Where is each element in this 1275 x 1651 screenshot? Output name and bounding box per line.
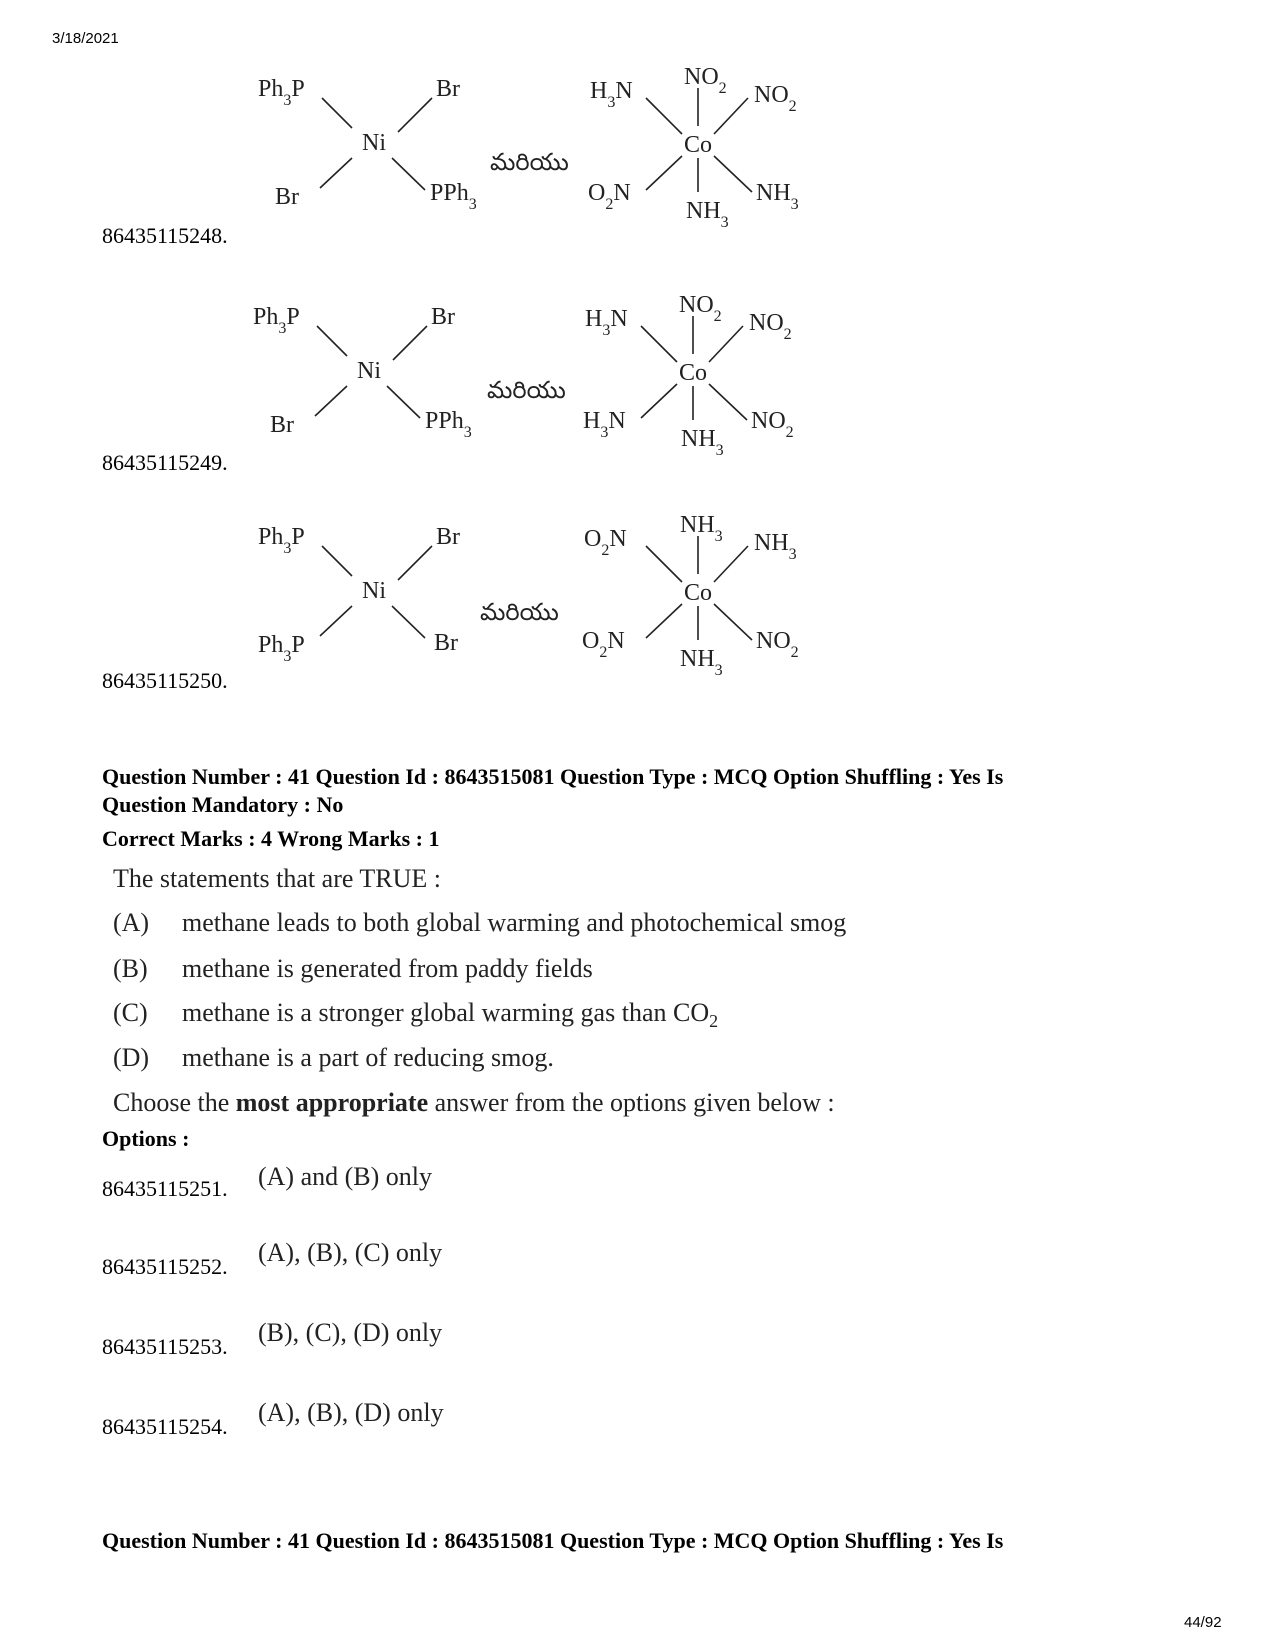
ligand-tl: $Ph_3P$ — [258, 524, 305, 557]
co-bottom: $NH_3$ — [681, 426, 724, 459]
subscript: 2 — [709, 1011, 719, 1032]
co-ll: $H_3N$ — [583, 408, 626, 441]
ligand-tr: Br — [436, 76, 460, 102]
ligand-bl: Br — [270, 412, 294, 438]
choose-post: answer from the options given below : — [428, 1088, 835, 1117]
ligand-tl: $Ph_3P$ — [253, 304, 300, 337]
ligand-tr: Br — [431, 304, 455, 330]
co-lr: $NO_2$ — [756, 628, 799, 661]
choose-instruction — [113, 1088, 835, 1118]
ligand-br: PPh$_3$ — [430, 180, 477, 213]
prev-option-3 — [0, 0, 1275, 700]
option-id: 86435115248. — [102, 223, 228, 248]
ligand-tl: $Ph_3P$ — [258, 76, 305, 109]
conjunction: మరియు — [490, 150, 569, 176]
co-ur: $NO_2$ — [754, 82, 797, 115]
next-question-meta: Question Number : 41 Question Id : 8643515081 Question Type : MCQ Option Shuffling : Yes Is — [102, 1528, 1004, 1553]
ni-center: Ni — [362, 130, 386, 156]
ligand-bl: $Ph_3P$ — [258, 632, 305, 665]
option-id: 86435115249. — [102, 450, 228, 475]
statement-text-wrap — [182, 998, 718, 1032]
question-mandatory: Question Mandatory : No — [102, 792, 344, 817]
conjunction: మరియు — [487, 378, 566, 404]
co-complex — [582, 512, 799, 679]
ligand-br: PPh$_3$ — [425, 408, 472, 441]
statement-text: methane is a part of reducing smog. — [182, 1043, 554, 1072]
ni-center: Ni — [357, 358, 381, 384]
print-date: 3/18/2021 — [52, 30, 119, 47]
option-id: 86435115250. — [102, 668, 228, 693]
co-ul: $H_3N$ — [585, 306, 628, 339]
question-marks: Correct Marks : 4 Wrong Marks : 1 — [102, 826, 440, 851]
choose-pre: Choose the — [113, 1088, 236, 1117]
page-number: 44/92 — [1184, 1614, 1222, 1631]
conjunction: మరియు — [480, 600, 559, 626]
option-id: 86435115253. — [102, 1334, 228, 1359]
option-text: (A), (B), (C) only — [258, 1238, 443, 1267]
statement-label: (D) — [113, 1043, 150, 1072]
options-label: Options : — [102, 1126, 190, 1151]
option-text: (A) and (B) only — [258, 1162, 433, 1191]
ligand-bl: Br — [275, 184, 299, 210]
option-id: 86435115251. — [102, 1176, 228, 1201]
co-ll: $O_2N$ — [582, 628, 625, 661]
statement-text: methane is a stronger global warming gas than CO — [182, 998, 710, 1027]
co-bottom: $NH_3$ — [680, 646, 723, 679]
co-ur: $NO_2$ — [749, 310, 792, 343]
co-ul: $H_3N$ — [590, 78, 633, 111]
option-text: (B), (C), (D) only — [258, 1318, 443, 1347]
ligand-tr: Br — [436, 524, 460, 550]
statement-text: methane leads to both global warming and photochemical smog — [182, 908, 847, 937]
statement-label: (B) — [113, 954, 148, 983]
ni-center: Ni — [362, 578, 386, 604]
choose-bold: most appropriate — [235, 1088, 429, 1117]
co-ur: $NH_3$ — [754, 530, 797, 563]
question-meta: Question Number : 41 Question Id : 8643515081 Question Type : MCQ Option Shuffling : Yes Is — [102, 764, 1004, 789]
co-top: $NH_3$ — [680, 512, 723, 545]
complex-structures — [240, 508, 860, 688]
statement-text: methane is generated from paddy fields — [182, 954, 593, 983]
ligand-br: Br — [434, 630, 458, 656]
statement-label: (C) — [113, 998, 148, 1027]
question-intro: The statements that are TRUE : — [113, 864, 442, 893]
co-bottom: $NH_3$ — [686, 198, 729, 231]
co-center: Co — [684, 132, 713, 158]
option-text: (A), (B), (D) only — [258, 1398, 444, 1427]
co-top: $NO_2$ — [679, 292, 722, 325]
co-top: $NO_2$ — [684, 64, 727, 97]
co-lr: $NH_3$ — [756, 180, 799, 213]
co-center: Co — [684, 580, 713, 606]
statement-label: (A) — [113, 908, 150, 937]
option-id: 86435115252. — [102, 1254, 228, 1279]
co-ll: $O_2N$ — [588, 180, 631, 213]
co-lr: $NO_2$ — [751, 408, 794, 441]
co-center: Co — [679, 360, 708, 386]
ni-complex — [258, 524, 460, 665]
co-ul: $O_2N$ — [584, 526, 627, 559]
option-id: 86435115254. — [102, 1414, 228, 1439]
